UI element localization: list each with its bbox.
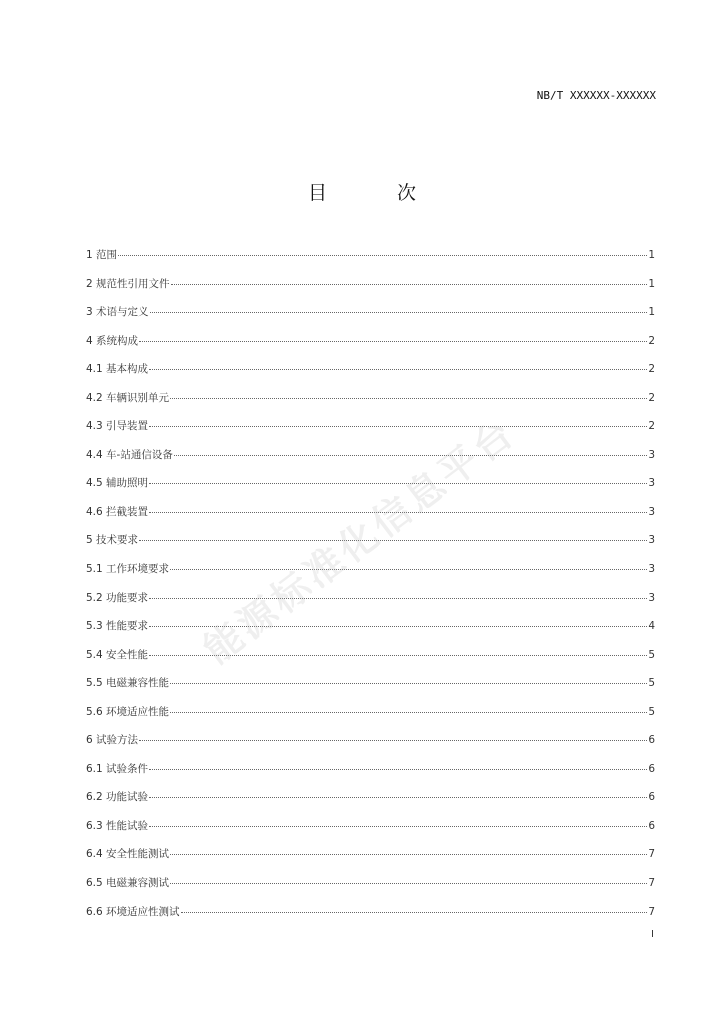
document-code: NB/T XXXXXX-XXXXXX xyxy=(536,89,656,102)
toc-entry-page: 7 xyxy=(648,905,655,918)
toc-entry[interactable] xyxy=(86,761,655,790)
toc-entry-page: 5 xyxy=(648,648,655,661)
toc-entry-page: 7 xyxy=(648,877,655,890)
toc-entry-page: 6 xyxy=(648,734,655,747)
toc-dot-leader xyxy=(170,682,647,684)
toc-dot-leader xyxy=(149,368,647,370)
toc-entry-label: 6.6 环境适应性测试 xyxy=(86,905,180,918)
toc-entry-label: 6.5 电磁兼容测试 xyxy=(86,877,170,890)
toc-entry[interactable] xyxy=(86,418,655,447)
toc-entry-page: 6 xyxy=(648,819,655,832)
toc-entry-label: 6.3 性能试验 xyxy=(86,819,149,832)
toc-title xyxy=(0,178,724,205)
toc-dot-leader xyxy=(149,597,647,599)
toc-entry-page: 6 xyxy=(648,791,655,804)
toc-entry[interactable] xyxy=(86,590,655,619)
toc-entry-page: 2 xyxy=(648,334,655,347)
toc-entry-label: 4.2 车辆识别单元 xyxy=(86,391,170,404)
toc-entry-page: 2 xyxy=(648,391,655,404)
toc-entry-page: 3 xyxy=(648,477,655,490)
watermark: 能源标准化信息平台 xyxy=(195,409,524,673)
toc-entry-page: 3 xyxy=(648,563,655,576)
toc-dot-leader xyxy=(149,625,647,627)
toc-dot-leader xyxy=(149,511,647,513)
toc-dot-leader xyxy=(170,711,647,713)
toc-entry-page: 3 xyxy=(648,505,655,518)
toc-dot-leader xyxy=(118,254,647,256)
toc-entry[interactable] xyxy=(86,789,655,818)
toc-dot-leader xyxy=(149,768,647,770)
toc-dot-leader xyxy=(139,539,647,541)
toc-entry-label: 5.2 功能要求 xyxy=(86,591,149,604)
toc-dot-leader xyxy=(150,311,648,313)
toc-entry[interactable] xyxy=(86,904,655,933)
toc-entry-label: 4.1 基本构成 xyxy=(86,363,149,376)
toc-dot-leader xyxy=(149,482,647,484)
toc-entry[interactable] xyxy=(86,675,655,704)
toc-entry-label: 4.6 拦截装置 xyxy=(86,505,149,518)
toc-dot-leader xyxy=(170,853,647,855)
toc-entry-page: 5 xyxy=(648,705,655,718)
toc-entry-page: 4 xyxy=(648,620,655,633)
toc-dot-leader xyxy=(170,568,647,570)
toc-entry-label: 1 范围 xyxy=(86,249,118,261)
toc-entry[interactable] xyxy=(86,875,655,904)
toc-entry-label: 5.6 环境适应性能 xyxy=(86,705,170,718)
toc-dot-leader xyxy=(174,454,647,456)
toc-dot-leader xyxy=(139,739,647,741)
toc-entry[interactable] xyxy=(86,532,655,561)
toc-entry[interactable] xyxy=(86,704,655,733)
toc-entry[interactable] xyxy=(86,504,655,533)
toc-list xyxy=(86,247,655,932)
toc-entry[interactable] xyxy=(86,361,655,390)
toc-entry-page: 1 xyxy=(648,249,655,261)
toc-entry[interactable] xyxy=(86,247,655,276)
toc-entry-label: 4.3 引导装置 xyxy=(86,420,149,433)
toc-entry-label: 4 系统构成 xyxy=(86,334,139,347)
toc-entry-label: 2 规范性引用文件 xyxy=(86,277,170,290)
toc-entry-label: 6 试验方法 xyxy=(86,734,139,747)
toc-entry[interactable] xyxy=(86,647,655,676)
toc-entry-label: 4.4 车-站通信设备 xyxy=(86,448,173,461)
toc-dot-leader xyxy=(139,340,647,342)
toc-dot-leader xyxy=(149,654,647,656)
toc-entry-label: 6.2 功能试验 xyxy=(86,791,149,804)
toc-entry[interactable] xyxy=(86,304,655,333)
toc-entry[interactable] xyxy=(86,618,655,647)
toc-entry-page: 7 xyxy=(648,848,655,861)
toc-entry-label: 5.4 安全性能 xyxy=(86,648,149,661)
toc-entry-label: 6.1 试验条件 xyxy=(86,762,149,775)
toc-title-char-2: 次 xyxy=(397,182,417,204)
toc-dot-leader xyxy=(171,283,648,285)
toc-entry-label: 6.4 安全性能测试 xyxy=(86,848,170,861)
toc-entry-label: 5.1 工作环境要求 xyxy=(86,563,170,576)
toc-entry-page: 2 xyxy=(648,363,655,376)
toc-entry[interactable] xyxy=(86,390,655,419)
toc-entry-page: 1 xyxy=(648,306,655,319)
toc-dot-leader xyxy=(149,425,647,427)
toc-entry-label: 3 术语与定义 xyxy=(86,306,149,319)
toc-entry-page: 6 xyxy=(648,762,655,775)
toc-title-char-1: 目 xyxy=(307,182,327,204)
toc-entry[interactable] xyxy=(86,846,655,875)
toc-entry-label: 5.5 电磁兼容性能 xyxy=(86,677,170,690)
toc-entry-page: 2 xyxy=(648,420,655,433)
toc-entry[interactable] xyxy=(86,475,655,504)
toc-entry-page: 3 xyxy=(648,448,655,461)
toc-entry-label: 4.5 辅助照明 xyxy=(86,477,149,490)
toc-dot-leader xyxy=(170,397,647,399)
toc-entry[interactable] xyxy=(86,732,655,761)
toc-entry[interactable] xyxy=(86,561,655,590)
toc-entry-label: 5 技术要求 xyxy=(86,534,139,547)
toc-entry[interactable] xyxy=(86,333,655,362)
toc-entry-page: 3 xyxy=(648,591,655,604)
toc-entry-page: 1 xyxy=(648,277,655,290)
toc-entry-page: 3 xyxy=(648,534,655,547)
toc-dot-leader xyxy=(149,825,647,827)
toc-entry[interactable] xyxy=(86,818,655,847)
toc-dot-leader xyxy=(181,911,648,913)
toc-entry[interactable] xyxy=(86,447,655,476)
toc-dot-leader xyxy=(149,796,647,798)
toc-entry-label: 5.3 性能要求 xyxy=(86,620,149,633)
page-number: I xyxy=(651,929,654,940)
toc-dot-leader xyxy=(170,882,647,884)
toc-entry-page: 5 xyxy=(648,677,655,690)
toc-entry[interactable] xyxy=(86,276,655,305)
